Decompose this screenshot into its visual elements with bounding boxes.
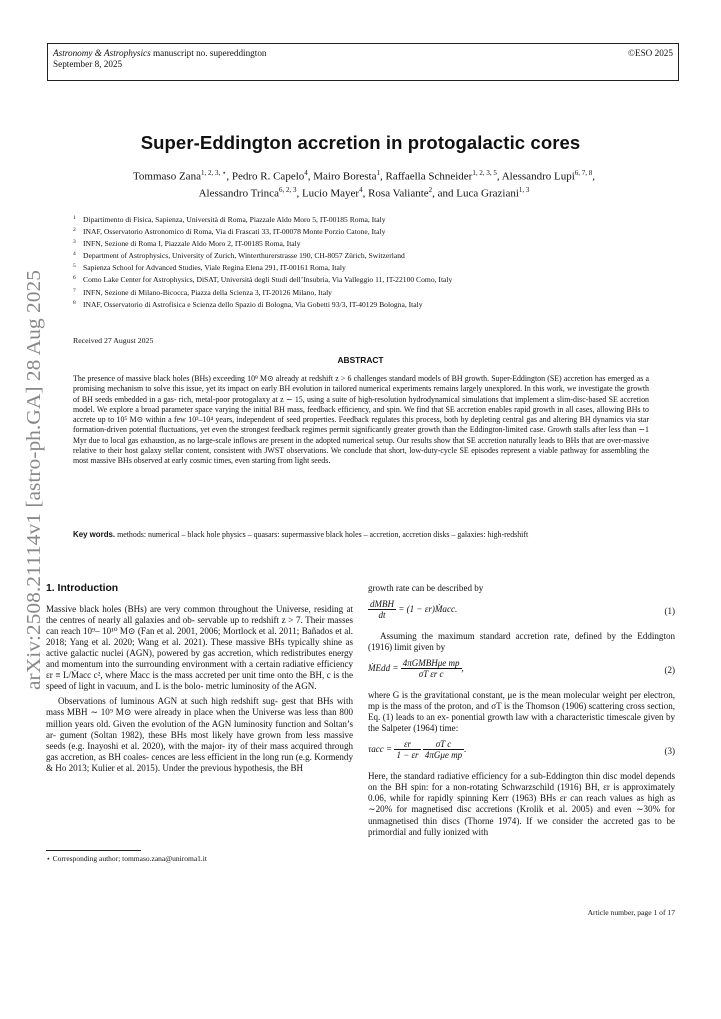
footnote-corresponding-author: ⋆ Corresponding author; tommaso.zana@uniroma1.it — [46, 854, 207, 863]
equation-number: (2) — [664, 665, 675, 676]
salpeter-paragraph: where G is the gravitational constant, μe is the mean molecular weight per electron, mp is the mass of the proton, and σT is the Thomson (1906) scattering cross section, Eq. (1) leads to an ex- ponential growth law with a characteristic timescale given by the Salpeter (1964) time: — [368, 690, 675, 734]
arxiv-stamp-text: arXiv:2508.21114v1 [astro-ph.GA] 28 Aug 2025 — [24, 309, 45, 690]
header-copyright: ©ESO 2025 — [627, 48, 673, 58]
manuscript-number: manuscript no. supereddington — [152, 48, 267, 58]
section-heading: 1. Introduction — [46, 583, 119, 594]
affiliation: $^7$ INFN, Sezione di Milano-Bicocca, Piazza della Scienza 3, IT-20126 Milano, Italy — [73, 287, 332, 297]
affiliation: $^3$ INFN, Sezione di Roma I, Piazzale Aldo Moro 2, IT-00185 Roma, Italy — [73, 239, 301, 249]
eddington-paragraph: Assuming the maximum standard accretion rate, defined by the Eddington (1916) limit given by — [368, 631, 675, 653]
abstract-heading: ABSTRACT — [337, 355, 384, 365]
equation-1: $\frac{\text{dMBH}}{dt}$ = (1 − εr)Ṁacc. (1) — [370, 599, 675, 621]
equation-number: (1) — [664, 606, 675, 617]
received-date: Received 27 August 2025 — [73, 336, 154, 345]
affiliation: $^8$ INAF, Osservatorio di Astrofisica e Scienza dello Spazio di Bologna, Via Gobetti 93/3, IT-40129 Bologna, Italy — [73, 299, 423, 309]
header-date: September 8, 2025 — [53, 59, 123, 69]
journal-name: Astronomy & Astrophysics — [53, 48, 151, 58]
abstract-text: The presence of massive black holes (BHs) exceeding 10⁹ M⊙ already at redshift z > 6 challenges standard models of BH growth. Super-Eddington (SE) accretion has emerged as a promising mechanism to solve this issue, yet its impact on early BH evolution in tailored numerical experiments remains largely unexplored. In this work, we investigate the growth of BH seeds embedded in a gas- rich, metal-poor protogalaxy at z ∼ 15, using a suite of high-resolution hydrodynamical simulations that implement a slim-disc-based SE accretion model. We explore a broad parameter space varying the initial BH mass, feedback efficiency, and spin. We find that SE accretion enables rapid growth in all cases, allowing BHs to accrete up to 10⁵ M⊙ within a few 10³–10⁴ years, independent of seed properties. Feedback regulates this process, both by depleting central gas and altering BH dynamics via star formation-driven potential fluctuations, yet even the strongest feedback regimes permit significantly greater growth than the Eddington-limited case. Growth stalls after less than ∼1 Myr due to local gas exhaustion, as no large-scale inflows are present in the adopted numerical setup. Our results show that SE accretion naturally leads to BHs that are over-massive relative to their host galaxy stellar content, consistent with JWST observations. We conclude that short, low-duty-cycle SE episodes represent a viable pathway for assembling the most massive BHs observed at early cosmic times, even starting from light seeds. — [73, 374, 649, 465]
intro-paragraph-1: Massive black holes (BHs) are very common throughout the Universe, residing at the centres of nearly all galaxies and ob- servable up to redshift z > 7. Their masses can reach 10⁹– 10¹⁰ M⊙ (Fan et al. 2001, 2006; Mortlock et al. 2011; Bañados et al. 2018; Yang et al. 2020; Wang et al. 2021). These massive BHs typically shine as active galactic nuclei (AGN), powered by gas accretion, which redistributes energy and momentum into the surrounding environment with a certain radiative efficiency εr ≡ L/Ṁacc c², where Ṁacc is the mass accreted per unit time onto the BH, c is the speed of light in vacuum, and L is the bolo- metric luminosity of the AGN. — [46, 604, 354, 692]
arxiv-stamp — [18, 270, 48, 690]
author-list: Tommaso Zana$^{1, 2, 3, ⋆}$, Pedro R. Capelo$^4$, Mairo Boresta$^1$, Raffaella Schneider$^{1, 2, 3, 5}$, Alessandro Lupi$^{6, 7, 8}$, Alessandro Trinca$^{6, 2, 3}$, Lucio Mayer$^4$, Rosa Valiante$^2$, and Luca Graziani$^{1, 3}$ — [132, 169, 596, 200]
intro-paragraph-2: Observations of luminous AGN at such high redshift sug- gest that BHs with mass MBH ∼ 10⁹ M⊙ were already in place when the Universe was less than 800 million years old. Given the evolution of the AGN luminosity function and Soltan’s ar- gument (Soltan 1982), these BHs most likely have grown from less massive seeds (e.g. Inayoshi et al. 2020), with the major- ity of their mass acquired through gas accretion, as BH coales- cences are less efficient in the long run (e.g. Kormendy & Ho 2013; Kulier et al. 2015). Under the previous hypothesis, the BH — [46, 696, 354, 773]
growth-rate-intro: growth rate can be described by — [368, 583, 484, 593]
paper-title: Super-Eddington accretion in protogalactic cores — [140, 132, 581, 153]
keywords: Key words. methods: numerical – black hole physics – quasars: supermassive black holes – accretion, accretion disks – galaxies: high-redshift — [73, 530, 529, 539]
affiliation: $^4$ Department of Astrophysics, University of Zurich, Winterthurerstrasse 190, CH-8057 Zürich, Switzerland — [73, 251, 405, 261]
equation-2: ṀEdd = $\frac{\text{4πGMBHμe mp}}{\text{σT εr c}}$ , (2) — [368, 658, 675, 680]
affiliation: $^6$ Como Lake Center for Astrophysics, DiSAT, Università degli Studi dell’Insubria, Via Valleggio 11, IT-22100 Como, Italy — [73, 275, 453, 285]
header-journal-line — [53, 48, 267, 59]
footnote-rule — [46, 850, 141, 851]
keywords-label: Key words. — [73, 530, 116, 539]
equation-number: (3) — [664, 746, 675, 757]
right-column — [368, 583, 675, 842]
equation-3: τacc = $\frac{\varepsilon r}{1 - \varepsilon r}$ $\frac{\text{σT c}}{\text{4πGμe mp}}$ . (3) — [368, 739, 675, 761]
affiliation-list — [73, 213, 673, 310]
efficiency-paragraph: Here, the standard radiative efficiency for a sub-Eddington thin disc model depends on the BH spin: for a non-rotating Schwarzschild (1916) BH, εr is approximately 0.06, while for rapidly spinning Kerr (1963) BHs εr can reach values as high as ∼20% for magnetised disc accretions (Krolik et al. 2005) and even ∼30% for unmagnetised thin discs (Thorne 1974). If we consider the accreted gas to be primordial and fully ionized with — [368, 771, 676, 837]
affiliation: $^2$ INAF, Osservatorio Astronomico di Roma, Via di Frascati 33, IT-00078 Monte Porzio Catone, Italy — [73, 227, 386, 237]
affiliation: $^1$ Dipartimento di Fisica, Sapienza, Università di Roma, Piazzale Aldo Moro 5, IT-00185 Roma, Italy — [73, 215, 386, 224]
running-header-box — [47, 43, 679, 81]
page-footer: Article number, page 1 of 17 — [587, 908, 675, 917]
affiliation: $^5$ Sapienza School for Advanced Studies, Viale Regina Elena 291, IT-00161 Roma, Italy — [73, 263, 346, 273]
left-column — [46, 583, 353, 778]
